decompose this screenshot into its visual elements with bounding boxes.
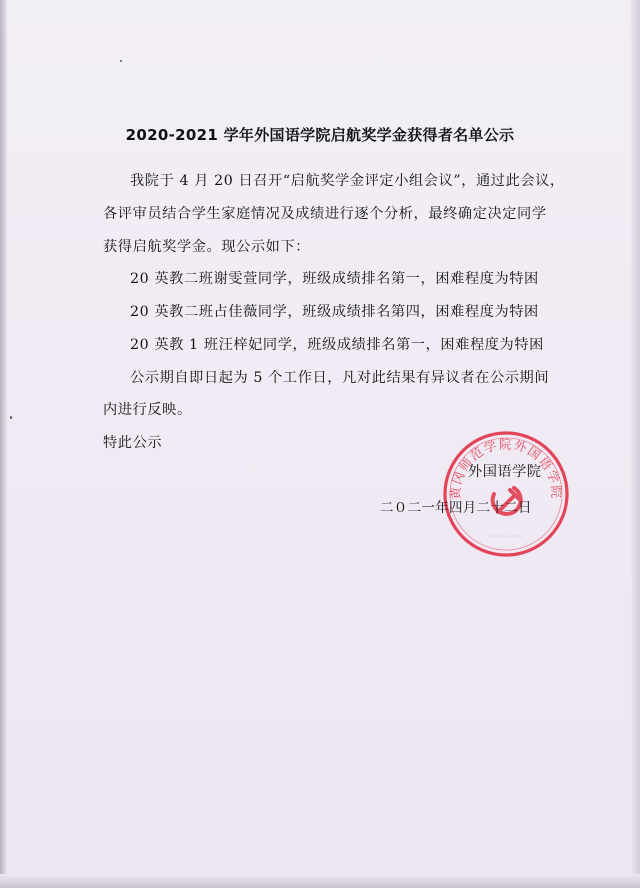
scan-edge-bottom: [0, 874, 640, 888]
period-line: 公示期自即日起为 5 个工作日，凡对此结果有异议者在公示期间: [130, 370, 550, 386]
intro-line: 各评审员结合学生家庭情况及成绩进行逐个分析，最终确定决定同学: [103, 206, 547, 222]
official-seal: [440, 428, 572, 560]
period-line: 内进行反映。: [103, 402, 192, 418]
intro-line: 我院于 4 月 20 日召开“启航奖学金评定小组会议”，通过此会议，: [130, 173, 565, 189]
seal-serial: ·········: [489, 533, 523, 540]
closing-text: 特此公示: [103, 435, 163, 451]
signature-date: 二０二一年四月二十二日: [380, 500, 532, 516]
notice-title: 2020-2021 学年外国语学院启航奖学金获得者名单公示: [125, 126, 515, 144]
recipient-line: 20 英教二班谢雯萱同学，班级成绩排名第一，困难程度为特困: [130, 271, 539, 287]
seal-text: 黄冈师范学院外国语学院: [447, 436, 565, 500]
recipient-line: 20 英教 1 班汪梓妃同学，班级成绩排名第一，困难程度为特困: [130, 337, 544, 353]
recipient-line: 20 英教二班占佳薇同学，班级成绩排名第四，困难程度为特困: [130, 304, 539, 320]
scan-speck: [120, 60, 122, 62]
signature-organization: 外国语学院: [468, 464, 542, 480]
scan-speck: [10, 416, 12, 419]
intro-line: 获得启航奖学金。现公示如下：: [103, 239, 311, 255]
